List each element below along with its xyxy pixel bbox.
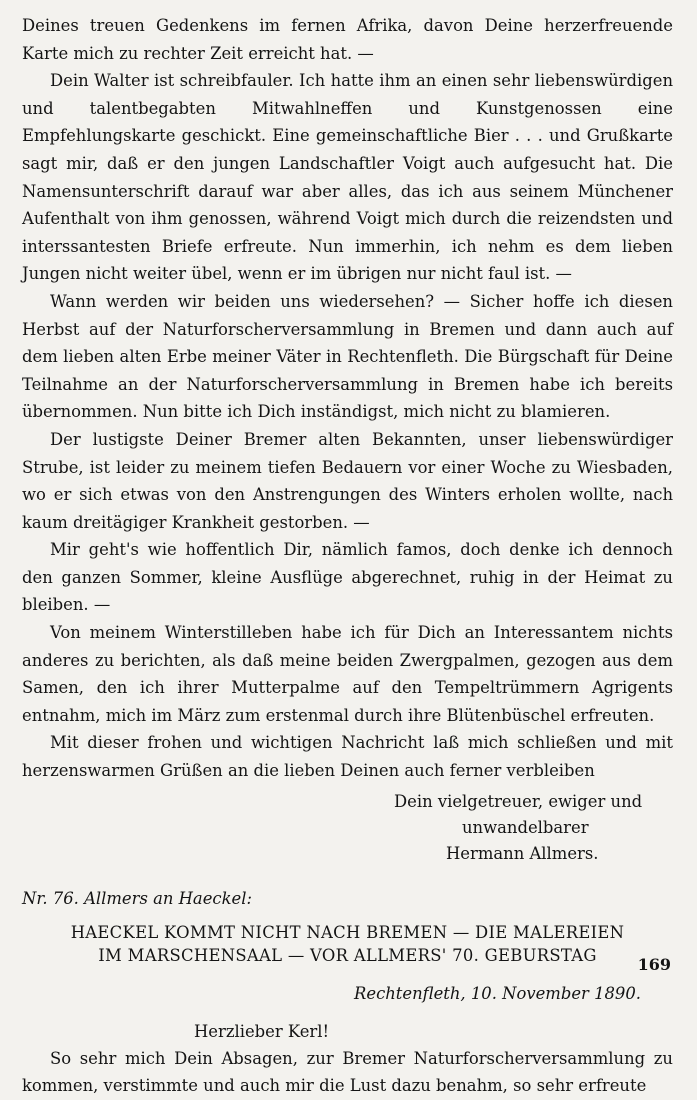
dateline: Rechtenfleth, 10. November 1890. bbox=[354, 983, 641, 1003]
headline-line: IM MARSCHENSAAL — VOR ALLMERS' 70. GEBURSTAG bbox=[98, 945, 597, 965]
page-number: 169 bbox=[637, 955, 671, 974]
entry-number: Nr. 76. Allmers an Haeckel: bbox=[22, 888, 252, 908]
letter-paragraph: Mir geht's wie hoffentlich Dir, nämlich famos, doch denke ich dennoch den ganzen Sommer, kleine Ausflüge abgerechnet, ruhig in der Heimat zu bleiben. — bbox=[22, 540, 673, 615]
closing-line: unwandelbarer bbox=[462, 817, 589, 837]
headline-line: HAECKEL KOMMT NICHT NACH BREMEN — DIE MALEREIEN bbox=[70, 922, 625, 942]
letter-paragraph: So sehr mich Dein Absagen, zur Bremer Naturforscherversammlung zu kommen, verstimmte und auch mir die Lust dazu benahm, so sehr erfreute bbox=[22, 1048, 673, 1096]
letter-paragraph: Wann werden wir beiden uns wiedersehen? — Sicher hoffe ich diesen Herbst auf der Naturforscherversammlung in Bremen und dann auch auf dem lieben alten Erbe meiner Väter in Rechtenfleth. Die Bürgschaft für Deine Teilnahme an der Naturforscherversammlung in Bremen habe ich bereits übernommen. Nun bitte ich Dich inständigst, mich nicht zu blamieren. bbox=[22, 291, 673, 422]
signature: Hermann Allmers. bbox=[446, 843, 599, 863]
entry-headline bbox=[22, 921, 673, 967]
letter-paragraph: Dein Walter ist schreibfauler. Ich hatte ihm an einen sehr liebenswürdigen und talentbegabten Mitwahlneffen und Kunstgenossen eine Empfehlungskarte geschickt. Eine gemeinschaftliche Bier . . . und Grußkarte sagt mir, daß er den jungen Landschaftler Voigt auch aufgesucht hat. Die Namensunterschrift darauf war aber alles, das ich aus seinem Münchener Aufenthalt von ihm genossen, während Voigt mich durch die reizendsten und interssantesten Briefe erfreute. Nun immerhin, ich nehm es dem lieben Jungen nicht weiter übel, wenn er im übrigen nur nicht faul ist. — bbox=[22, 71, 673, 284]
salutation: Herzlieber Kerl! bbox=[194, 1021, 330, 1041]
letter-paragraph: Von meinem Winterstilleben habe ich für Dich an Interessantem nichts anderes zu berichten, als daß meine beiden Zwergpalmen, gezogen aus dem Samen, den ich ihrer Mutterpalme auf den Tempeltrümmern Agrigents entnahm, mich im März zum erstenmal durch ihre Blütenbüschel erfreuten. bbox=[22, 623, 673, 725]
next-letter-body bbox=[22, 1045, 673, 1100]
letter-paragraph: Der lustigste Deiner Bremer alten Bekannten, unser liebenswürdiger Strube, ist leider zu meinem tiefen Bedauern vor einer Woche zu Wiesbaden, wo er sich etwas von den Anstrengungen des Winters erholen wollte, nach kaum dreitägiger Krankheit gestorben. — bbox=[22, 429, 673, 532]
letter-paragraph: Mit dieser frohen und wichtigen Nachricht laß mich schließen und mit herzenswarmen Grüßen an die lieben Deinen auch ferner verbleiben bbox=[22, 733, 673, 781]
letter-body bbox=[22, 12, 673, 867]
letter-paragraph: Deines treuen Gedenkens im fernen Afrika, davon Deine herzerfreuende Karte mich zu rechter Zeit erreicht hat. — bbox=[22, 16, 673, 63]
letter-closing bbox=[22, 789, 673, 867]
closing-line: Dein vielgetreuer, ewiger und bbox=[394, 791, 643, 811]
